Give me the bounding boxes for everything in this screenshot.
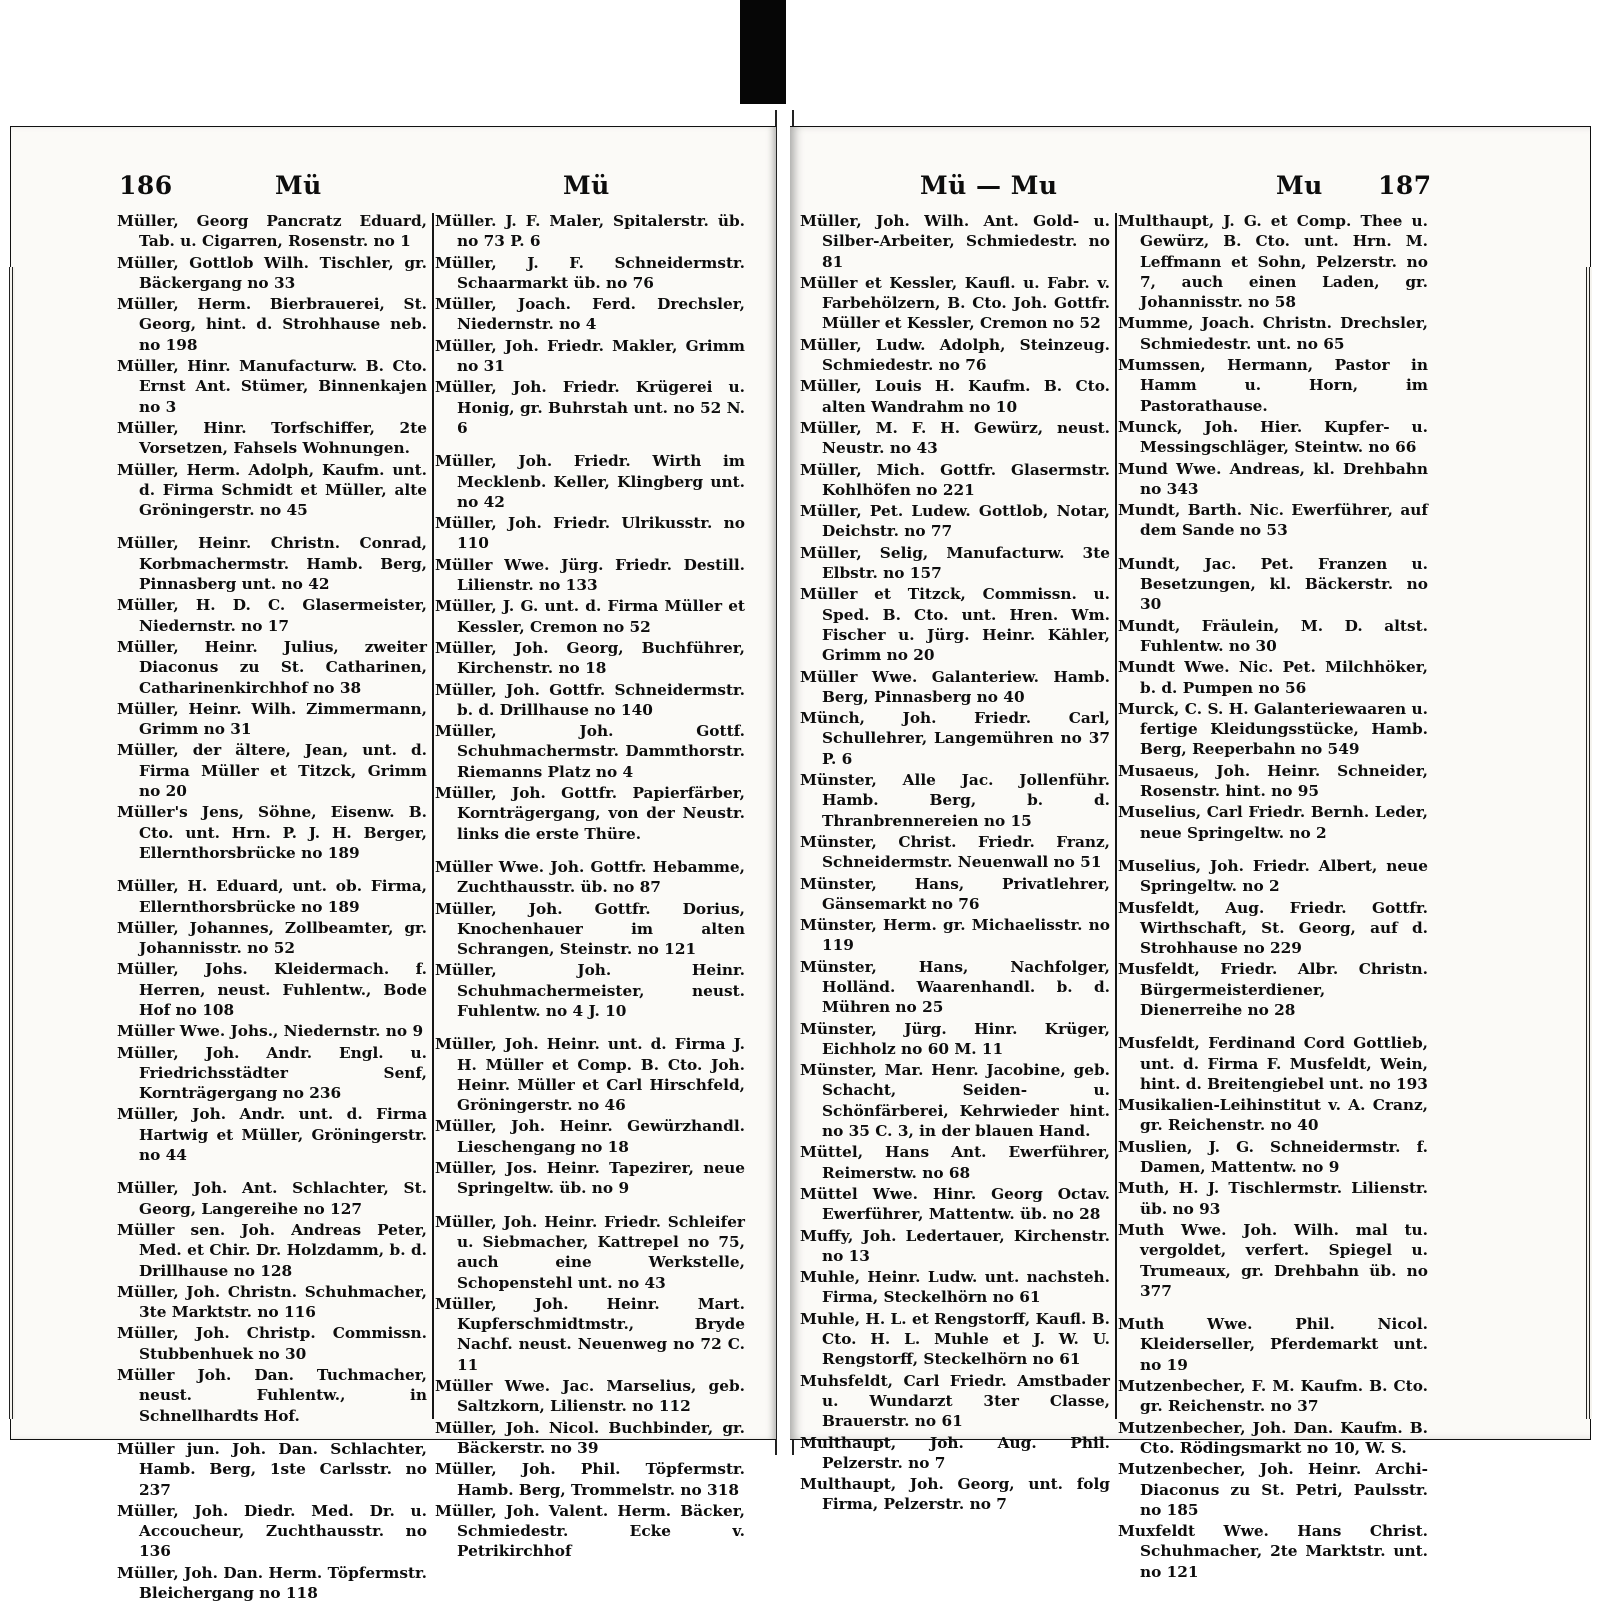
directory-entry: Müller, Joh. Heinr. Mart. Kupferschmidtmstr., Bryde Nachf. neust. Neuenweg no 72 C. 11	[435, 1294, 745, 1374]
directory-entry: Muxfeldt Wwe. Hans Christ. Schuhmacher, 2te Marktstr. unt. no 121	[1118, 1522, 1428, 1581]
running-head-left: Mü	[275, 171, 322, 200]
directory-entry: Müller, Hinr. Manufacturw. B. Cto. Ernst Ant. Stümer, Binnenkajen no 3	[117, 357, 427, 416]
directory-entry: Müller, Joh. Friedr. Krügerei u. Honig, gr. Buhrstah unt. no 52 N. 6	[435, 378, 745, 437]
directory-entry: Musikalien-Leihinstitut v. A. Cranz, gr. Reichenstr. no 40	[1118, 1096, 1428, 1135]
directory-entry: Müller, Heinr. Wilh. Zimmermann, Grimm no 31	[117, 699, 427, 739]
directory-entry: Müller, M. F. H. Gewürz, neust. Neustr. no 43	[800, 418, 1110, 458]
directory-entry: Münster, Hans, Nachfolger, Holländ. Waarenhandl. b. d. Mühren no 25	[800, 957, 1110, 1017]
directory-entry: Muhsfeldt, Carl Friedr. Amstbader u. Wundarzt 3ter Classe, Brauerstr. no 61	[800, 1371, 1110, 1431]
directory-entry: Münster, Christ. Friedr. Franz, Schneidermstr. Neuenwall no 51	[800, 832, 1110, 872]
directory-entry: Müller, Heinr. Julius, zweiter Diaconus zu St. Catharinen, Catharinenkirchhof no 38	[117, 637, 427, 697]
directory-entry: Musfeldt, Aug. Friedr. Gottfr. Wirthschaft, St. Georg, auf d. Strohhause no 229	[1118, 898, 1428, 958]
directory-entry: Müller, Pet. Ludew. Gottlob, Notar, Deichstr. no 77	[800, 502, 1110, 541]
directory-entry: Müller et Titzck, Commissn. u. Sped. B. Cto. unt. Hren. Wm. Fischer u. Jürg. Heinr. Kähler, Grimm no 20	[800, 585, 1110, 665]
directory-entry: Muth Wwe. Phil. Nicol. Kleiderseller, Pferdemarkt unt. no 19	[1118, 1315, 1428, 1374]
bookmark-ribbon	[740, 0, 786, 104]
directory-entry: Mund Wwe. Andreas, kl. Drehbahn no 343	[1118, 459, 1428, 498]
directory-entry: Müller Wwe. Joh. Gottfr. Hebamme, Zuchthausstr. üb. no 87	[435, 857, 745, 897]
directory-entry: Müller et Kessler, Kaufl. u. Fabr. v. Farbehölzern, B. Cto. Joh. Gottfr. Müller et Kessler, Cremon no 52	[800, 273, 1110, 333]
directory-entry: Müller, Joh. Gottf. Schuhmachermstr. Dammthorstr. Riemanns Platz no 4	[435, 722, 745, 781]
directory-entry: Müller, Joh. Georg, Buchführer, Kirchenstr. no 18	[435, 638, 745, 678]
directory-entry: Muslien, J. G. Schneidermstr. f. Damen, Mattentw. no 9	[1118, 1137, 1428, 1177]
directory-entry: Munck, Joh. Hier. Kupfer- u. Messingschläger, Steintw. no 66	[1118, 417, 1428, 457]
directory-entry: Müller, Joach. Ferd. Drechsler, Niedernstr. no 4	[435, 295, 745, 334]
directory-entry: Münster, Jürg. Hinr. Krüger, Eichholz no 60 M. 11	[800, 1019, 1110, 1058]
directory-entry: Müller, Joh. Christn. Schuhmacher, 3te Marktstr. no 116	[117, 1282, 427, 1322]
directory-entry: Mundt, Fräulein, M. D. altst. Fuhlentw. no 30	[1118, 616, 1428, 655]
directory-entry: Münster, Mar. Henr. Jacobine, geb. Schacht, Seiden- u. Schönfärberei, Kehrwieder hint. no 35 C. 3, in der blauen Hand.	[800, 1061, 1110, 1141]
directory-entry: Müller, Joh. Heinr. unt. d. Firma J. H. Müller et Comp. B. Cto. Joh. Heinr. Müller et Carl Hirschfeld, Gröningerstr. no 46	[435, 1035, 745, 1115]
directory-entry: Müller, Joh. Heinr. Schuhmachermeister, neust. Fuhlentw. no 4 J. 10	[435, 961, 745, 1020]
directory-entry: Müller, Joh. Andr. unt. d. Firma Hartwig et Müller, Gröningerstr. no 44	[117, 1105, 427, 1165]
directory-entry: Müller, Joh. Andr. Engl. u. Friedrichsstädter Senf, Kornträgergang no 236	[117, 1043, 427, 1103]
directory-column	[117, 211, 427, 1604]
directory-entry: Müller, Joh. Gottfr. Dorius, Knochenhauer im alten Schrangen, Steinstr. no 121	[435, 899, 745, 959]
directory-entry: Müller, Joh. Dan. Herm. Töpfermstr. Bleichergang no 118	[117, 1563, 427, 1602]
directory-entry: Müller Wwe. Galanteriew. Hamb. Berg, Pinnasberg no 40	[800, 667, 1110, 706]
directory-entry: Münster, Hans, Privatlehrer, Gänsemarkt no 76	[800, 874, 1110, 913]
directory-entry: Mutzenbecher, F. M. Kaufm. B. Cto. gr. Reichenstr. no 37	[1118, 1377, 1428, 1416]
directory-entry: Müller. J. F. Maler, Spitalerstr. üb. no 73 P. 6	[435, 212, 745, 251]
directory-entry: Müller, Heinr. Christn. Conrad, Korbmachermstr. Hamb. Berg, Pinnasberg unt. no 42	[117, 534, 427, 594]
directory-entry: Müller, Selig, Manufacturw. 3te Elbstr. no 157	[800, 543, 1110, 583]
directory-entry: Mutzenbecher, Joh. Dan. Kaufm. B. Cto. Rödingsmarkt no 10, W. S.	[1118, 1418, 1428, 1457]
column-rule	[432, 213, 434, 1419]
directory-entry: Müttel Wwe. Hinr. Georg Octav. Ewerführer, Mattentw. üb. no 28	[800, 1184, 1110, 1224]
directory-entry: Murck, C. S. H. Galanteriewaaren u. fertige Kleidungsstücke, Hamb. Berg, Reeperbahn no 549	[1118, 699, 1428, 759]
directory-entry: Mundt, Jac. Pet. Franzen u. Besetzungen, kl. Bäckerstr. no 30	[1118, 554, 1428, 614]
directory-entry: Müller, Mich. Gottfr. Glasermstr. Kohlhöfen no 221	[800, 460, 1110, 499]
directory-entry: Muffy, Joh. Ledertauer, Kirchenstr. no 13	[800, 1226, 1110, 1265]
directory-entry: Müttel, Hans Ant. Ewerführer, Reimerstw. no 68	[800, 1143, 1110, 1182]
column-rule	[1115, 213, 1117, 1419]
directory-entry: Müller, Hinr. Torfschiffer, 2te Vorsetzen, Fahsels Wohnungen.	[117, 418, 427, 458]
directory-entry: Mumssen, Hermann, Pastor in Hamm u. Horn, im Pastorathause.	[1118, 356, 1428, 415]
directory-entry: Müller, Joh. Friedr. Makler, Grimm no 31	[435, 336, 745, 376]
directory-entry: Musfeldt, Ferdinand Cord Gottlieb, unt. d. Firma F. Musfeldt, Wein, hint. d. Breitengiebel unt. no 193	[1118, 1034, 1428, 1093]
directory-entry: Müller, Herm. Bierbrauerei, St. Georg, hint. d. Strohhause neb. no 198	[117, 295, 427, 354]
directory-entry: Muhle, Heinr. Ludw. unt. nachsteh. Firma, Steckelhörn no 61	[800, 1268, 1110, 1307]
directory-entry: Müller sen. Joh. Andreas Peter, Med. et Chir. Dr. Holzdamm, b. d. Drillhause no 128	[117, 1220, 427, 1280]
directory-entry: Mundt, Barth. Nic. Ewerführer, auf dem Sande no 53	[1118, 501, 1428, 540]
directory-entry: Muselius, Carl Friedr. Bernh. Leder, neue Springeltw. no 2	[1118, 803, 1428, 842]
directory-column	[1118, 211, 1428, 1583]
directory-entry: Müller, Joh. Friedr. Wirth im Mecklenb. Keller, Klingberg unt. no 42	[435, 452, 745, 511]
directory-entry: Müller, Gottlob Wilh. Tischler, gr. Bäckergang no 33	[117, 253, 427, 292]
left-page	[10, 126, 776, 1602]
directory-entry: Müller, Joh. Wilh. Ant. Gold- u. Silber-Arbeiter, Schmiedestr. no 81	[800, 212, 1110, 271]
directory-column	[435, 211, 745, 1563]
directory-entry: Müller, Joh. Valent. Herm. Bäcker, Schmiedestr. Ecke v. Petrikirchhof	[435, 1501, 745, 1561]
running-head-right: Mü — Mu	[920, 171, 1058, 200]
page-edge	[9, 267, 15, 1419]
directory-entry: Müller, Joh. Diedr. Med. Dr. u. Accoucheur, Zuchthausstr. no 136	[117, 1501, 427, 1561]
directory-entry: Müller, Louis H. Kaufm. B. Cto. alten Wandrahm no 10	[800, 377, 1110, 416]
page-number-left: 186	[119, 171, 173, 200]
running-head-right-letter: Mu	[1276, 171, 1323, 200]
directory-entry: Müller, J. F. Schneidermstr. Schaarmarkt üb. no 76	[435, 253, 745, 292]
directory-entry: Müller Wwe. Jac. Marselius, geb. Saltzkorn, Lilienstr. no 112	[435, 1377, 745, 1416]
page-number-right: 187	[1378, 171, 1432, 200]
directory-entry: Mumme, Joach. Christn. Drechsler, Schmiedestr. unt. no 65	[1118, 314, 1428, 353]
directory-entry: Müller, Joh. Friedr. Ulrikusstr. no 110	[435, 514, 745, 553]
directory-entry: Multhaupt, Joh. Aug. Phil. Pelzerstr. no 7	[800, 1433, 1110, 1472]
directory-entry: Müller, Joh. Heinr. Friedr. Schleifer u. Siebmacher, Kattrepel no 75, auch eine Werkstelle, Schopenstehl unt. no 43	[435, 1212, 745, 1292]
directory-entry: Mundt Wwe. Nic. Pet. Milchhöker, b. d. Pumpen no 56	[1118, 658, 1428, 697]
directory-entry: Münch, Joh. Friedr. Carl, Schullehrer, Langemühren no 37 P. 6	[800, 709, 1110, 768]
directory-entry: Müller, Johs. Kleidermach. f. Herren, neust. Fuhlentw., Bode Hof no 108	[117, 960, 427, 1019]
directory-entry: Müller, Ludw. Adolph, Steinzeug. Schmiedestr. no 76	[800, 335, 1110, 375]
directory-entry: Münster, Herm. gr. Michaelisstr. no 119	[800, 916, 1110, 955]
directory-entry: Müller, Joh. Christp. Commissn. Stubbenhuek no 30	[117, 1324, 427, 1363]
directory-entry: Müller, H. D. C. Glasermeister, Niedernstr. no 17	[117, 596, 427, 635]
running-head-center-left: Mü	[563, 171, 610, 200]
directory-entry: Müller, Joh. Nicol. Buchbinder, gr. Bäckerstr. no 39	[435, 1418, 745, 1457]
directory-entry: Müller, H. Eduard, unt. ob. Firma, Ellernthorsbrücke no 189	[117, 877, 427, 916]
directory-entry: Musaeus, Joh. Heinr. Schneider, Rosenstr. hint. no 95	[1118, 761, 1428, 801]
directory-entry: Multhaupt, J. G. et Comp. Thee u. Gewürz, B. Cto. unt. Hrn. M. Leffmann et Sohn, Pelzerstr. no 7, auch einen Laden, gr. Johannisstr. no 58	[1118, 212, 1428, 312]
directory-entry: Muth Wwe. Joh. Wilh. mal tu. vergoldet, verfert. Spiegel u. Trumeaux, gr. Drehbahn üb. no 377	[1118, 1220, 1428, 1300]
directory-entry: Müller, Joh. Phil. Töpfermstr. Hamb. Berg, Trommelstr. no 318	[435, 1460, 745, 1499]
directory-column	[800, 211, 1110, 1516]
directory-entry: Muhle, H. L. et Rengstorff, Kaufl. B. Cto. H. L. Muhle et J. W. U. Rengstorff, Steckelhörn no 61	[800, 1309, 1110, 1369]
directory-entry: Müller, Joh. Ant. Schlachter, St. Georg, Langereihe no 127	[117, 1179, 427, 1218]
directory-entry: Müller, J. G. unt. d. Firma Müller et Kessler, Cremon no 52	[435, 597, 745, 636]
directory-entry: Münster, Alle Jac. Jollenführ. Hamb. Berg, b. d. Thranbrennereien no 15	[800, 771, 1110, 830]
directory-entry: Müller, Joh. Gottfr. Schneidermstr. b. d. Drillhause no 140	[435, 680, 745, 719]
directory-entry: Müller jun. Joh. Dan. Schlachter, Hamb. Berg, 1ste Carlsstr. no 237	[117, 1439, 427, 1499]
directory-entry: Müller, Jos. Heinr. Tapezirer, neue Springeltw. üb. no 9	[435, 1159, 745, 1198]
right-page	[790, 126, 1591, 1581]
directory-entry: Müller, Herm. Adolph, Kaufm. unt. d. Firma Schmidt et Müller, alte Gröningerstr. no 45	[117, 460, 427, 520]
directory-entry: Müller Joh. Dan. Tuchmacher, neust. Fuhlentw., in Schnellhardts Hof.	[117, 1366, 427, 1425]
directory-entry: Müller, Joh. Gottfr. Papierfärber, Kornträgergang, von der Neustr. links die erste Thüre.	[435, 784, 745, 843]
directory-entry: Müller Wwe. Johs., Niedernstr. no 9	[117, 1022, 424, 1041]
directory-entry: Mutzenbecher, Joh. Heinr. Archi-Diaconus zu St. Petri, Paulsstr. no 185	[1118, 1460, 1428, 1519]
directory-entry: Müller, Johannes, Zollbeamter, gr. Johannisstr. no 52	[117, 918, 427, 958]
page-edge	[1586, 267, 1592, 1419]
directory-entry: Müller, der ältere, Jean, unt. d. Firma Müller et Titzck, Grimm no 20	[117, 741, 427, 801]
directory-entry: Müller's Jens, Söhne, Eisenw. B. Cto. unt. Hrn. P. J. H. Berger, Ellernthorsbrücke no 189	[117, 803, 427, 862]
directory-entry: Muth, H. J. Tischlermstr. Lilienstr. üb. no 93	[1118, 1179, 1428, 1218]
directory-entry: Müller, Georg Pancratz Eduard, Tab. u. Cigarren, Rosenstr. no 1	[117, 212, 427, 251]
directory-entry: Musfeldt, Friedr. Albr. Christn. Bürgermeisterdiener, Dienerreihe no 28	[1118, 960, 1428, 1019]
directory-entry: Multhaupt, Joh. Georg, unt. folg Firma, Pelzerstr. no 7	[800, 1475, 1110, 1514]
directory-entry: Muselius, Joh. Friedr. Albert, neue Springeltw. no 2	[1118, 856, 1428, 896]
directory-entry: Müller, Joh. Heinr. Gewürzhandl. Lieschengang no 18	[435, 1117, 745, 1156]
directory-entry: Müller Wwe. Jürg. Friedr. Destill. Lilienstr. no 133	[435, 555, 745, 595]
